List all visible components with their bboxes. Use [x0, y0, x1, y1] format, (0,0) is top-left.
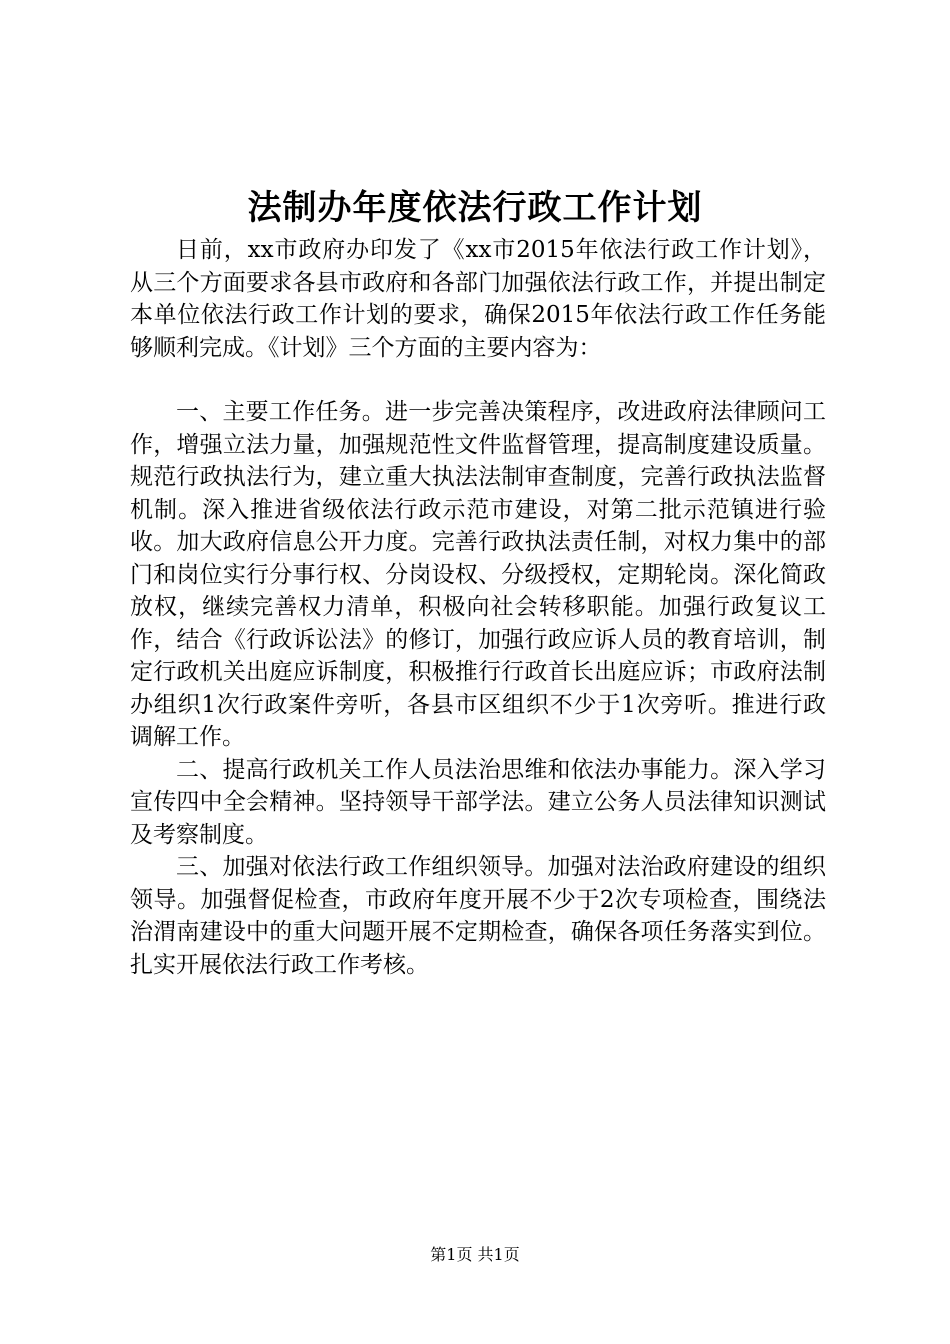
paragraph-section-2: 二、提高行政机关工作人员法治思维和依法办事能力。深入学习宣传四中全会精神。坚持领导干部学法。建立公务人员法律知识测试及考察制度。	[130, 756, 826, 848]
document-body	[130, 234, 826, 981]
document-title: 法制办年度依法行政工作计划	[247, 188, 703, 228]
paragraph-intro: 日前，xx市政府办印发了《xx市2015年依法行政工作计划》，从三个方面要求各县市政府和各部门加强依法行政工作，并提出制定本单位依法行政工作计划的要求，确保2015年依法行政工作任务能够顺利完成。《计划》三个方面的主要内容为：	[130, 237, 826, 361]
paragraph-section-1: 一、主要工作任务。进一步完善决策程序，改进政府法律顾问工作，增强立法力量，加强规范性文件监督管理，提高制度建设质量。规范行政执法行为，建立重大执法法制审查制度，完善行政执法监督机制。深入推进省级依法行政示范市建设，对第二批示范镇进行验收。加大政府信息公开力度。完善行政执法责任制，对权力集中的部门和岗位实行分事行权、分岗设权、分级授权，定期轮岗。深化简政放权，继续完善权力清单，积极向社会转移职能。加强行政复议工作，结合《行政诉讼法》的修订，加强行政应诉人员的教育培训，制定行政机关出庭应诉制度，积极推行行政首长出庭应诉；市政府法制办组织1次行政案件旁听，各县市区组织不少于1次旁听。推进行政调解工作。	[130, 399, 826, 750]
page-number-footer: 第1页 共1页	[430, 1245, 520, 1264]
paragraph-section-3: 三、加强对依法行政工作组织领导。加强对法治政府建设的组织领导。加强督促检查，市政府年度开展不少于2次专项检查，围绕法治渭南建设中的重大问题开展不定期检查，确保各项任务落实到位。扎实开展依法行政工作考核。	[130, 854, 826, 978]
